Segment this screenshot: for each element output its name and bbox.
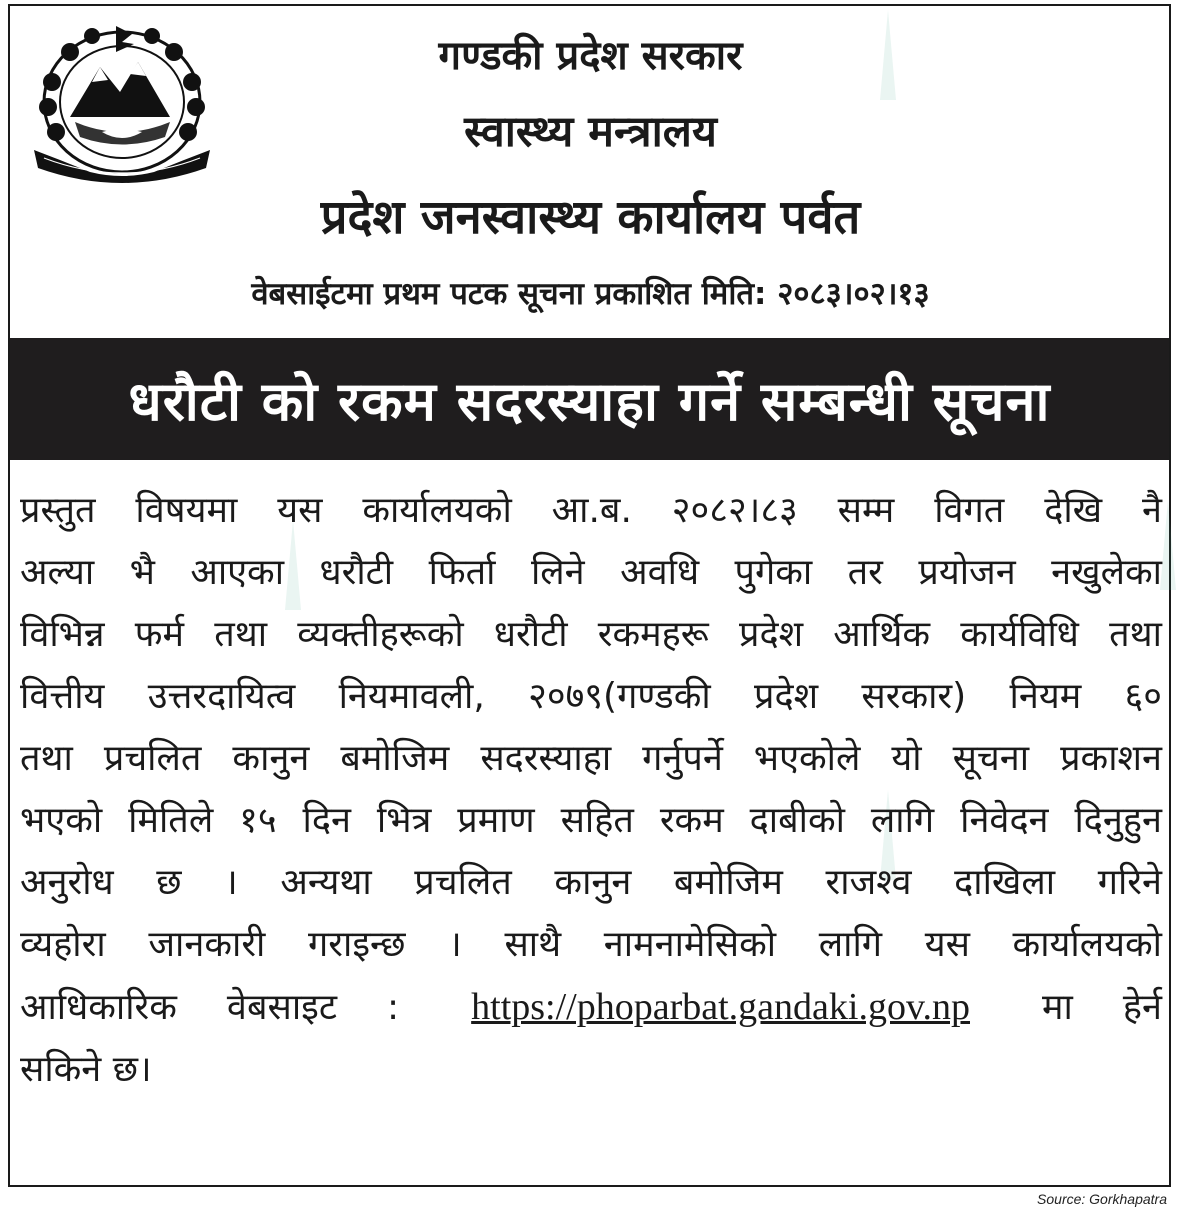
body-line: व्यहोरा जानकारी गराइन्छ । साथै नामनामेसिको लागि यस कार्यालयको [20, 924, 1162, 965]
nepal-emblem-icon [30, 22, 215, 192]
ministry-name: स्वास्थ्य मन्त्रालय [464, 107, 717, 157]
closing-line: सकिने छ। [20, 1049, 152, 1090]
body-line: विभिन्न फर्म तथा व्यक्तीहरूको धरौटी रकमहरू प्रदेश आर्थिक कार्यविधि तथा [20, 614, 1162, 655]
body-line: प्रस्तुत विषयमा यस कार्यालयको आ.ब. २०८२।८३ सम्म विगत देखि नै [20, 490, 1162, 531]
notice-body [20, 480, 1162, 1170]
notice-title-banner [10, 338, 1169, 460]
body-line: अल्या भै आएका धरौटी फिर्ता लिने अवधि पुगेका तर प्रयोजन नखुलेका [20, 552, 1162, 593]
source-credit: Source: Gorkhapatra [1037, 1191, 1167, 1207]
website-link[interactable]: https://phoparbat.gandaki.gov.np [471, 986, 970, 1028]
body-line: वित्तीय उत्तरदायित्व नियमावली, २०७९(गण्डकी प्रदेश सरकार) नियम ६० [20, 676, 1162, 717]
publish-date: वेबसाईटमा प्रथम पटक सूचना प्रकाशित मिति: २०८३।०२।१३ [251, 276, 930, 312]
notice-title: धरौटी को रकम सदरस्याहा गर्ने सम्बन्धी सूचना [128, 370, 1051, 433]
website-line [20, 976, 1162, 1039]
website-prefix: आधिकारिक वेबसाइट : [20, 987, 400, 1028]
office-name: प्रदेश जनस्वास्थ्य कार्यालय पर्वत [320, 190, 861, 245]
body-line: अनुरोध छ । अन्यथा प्रचलित कानुन बमोजिम राजश्व दाखिला गरिने [20, 862, 1162, 903]
government-name: गण्डकी प्रदेश सरकार [438, 33, 743, 79]
emblem [30, 22, 215, 192]
body-line: तथा प्रचलित कानुन बमोजिम सदरस्याहा गर्नुपर्ने भएकोले यो सूचना प्रकाशन [20, 738, 1162, 779]
body-line: भएको मितिले १५ दिन भित्र प्रमाण सहित रकम दाबीको लागि निवेदन दिनुहुन [20, 800, 1162, 841]
website-suffix: मा हेर्न [1042, 987, 1162, 1028]
